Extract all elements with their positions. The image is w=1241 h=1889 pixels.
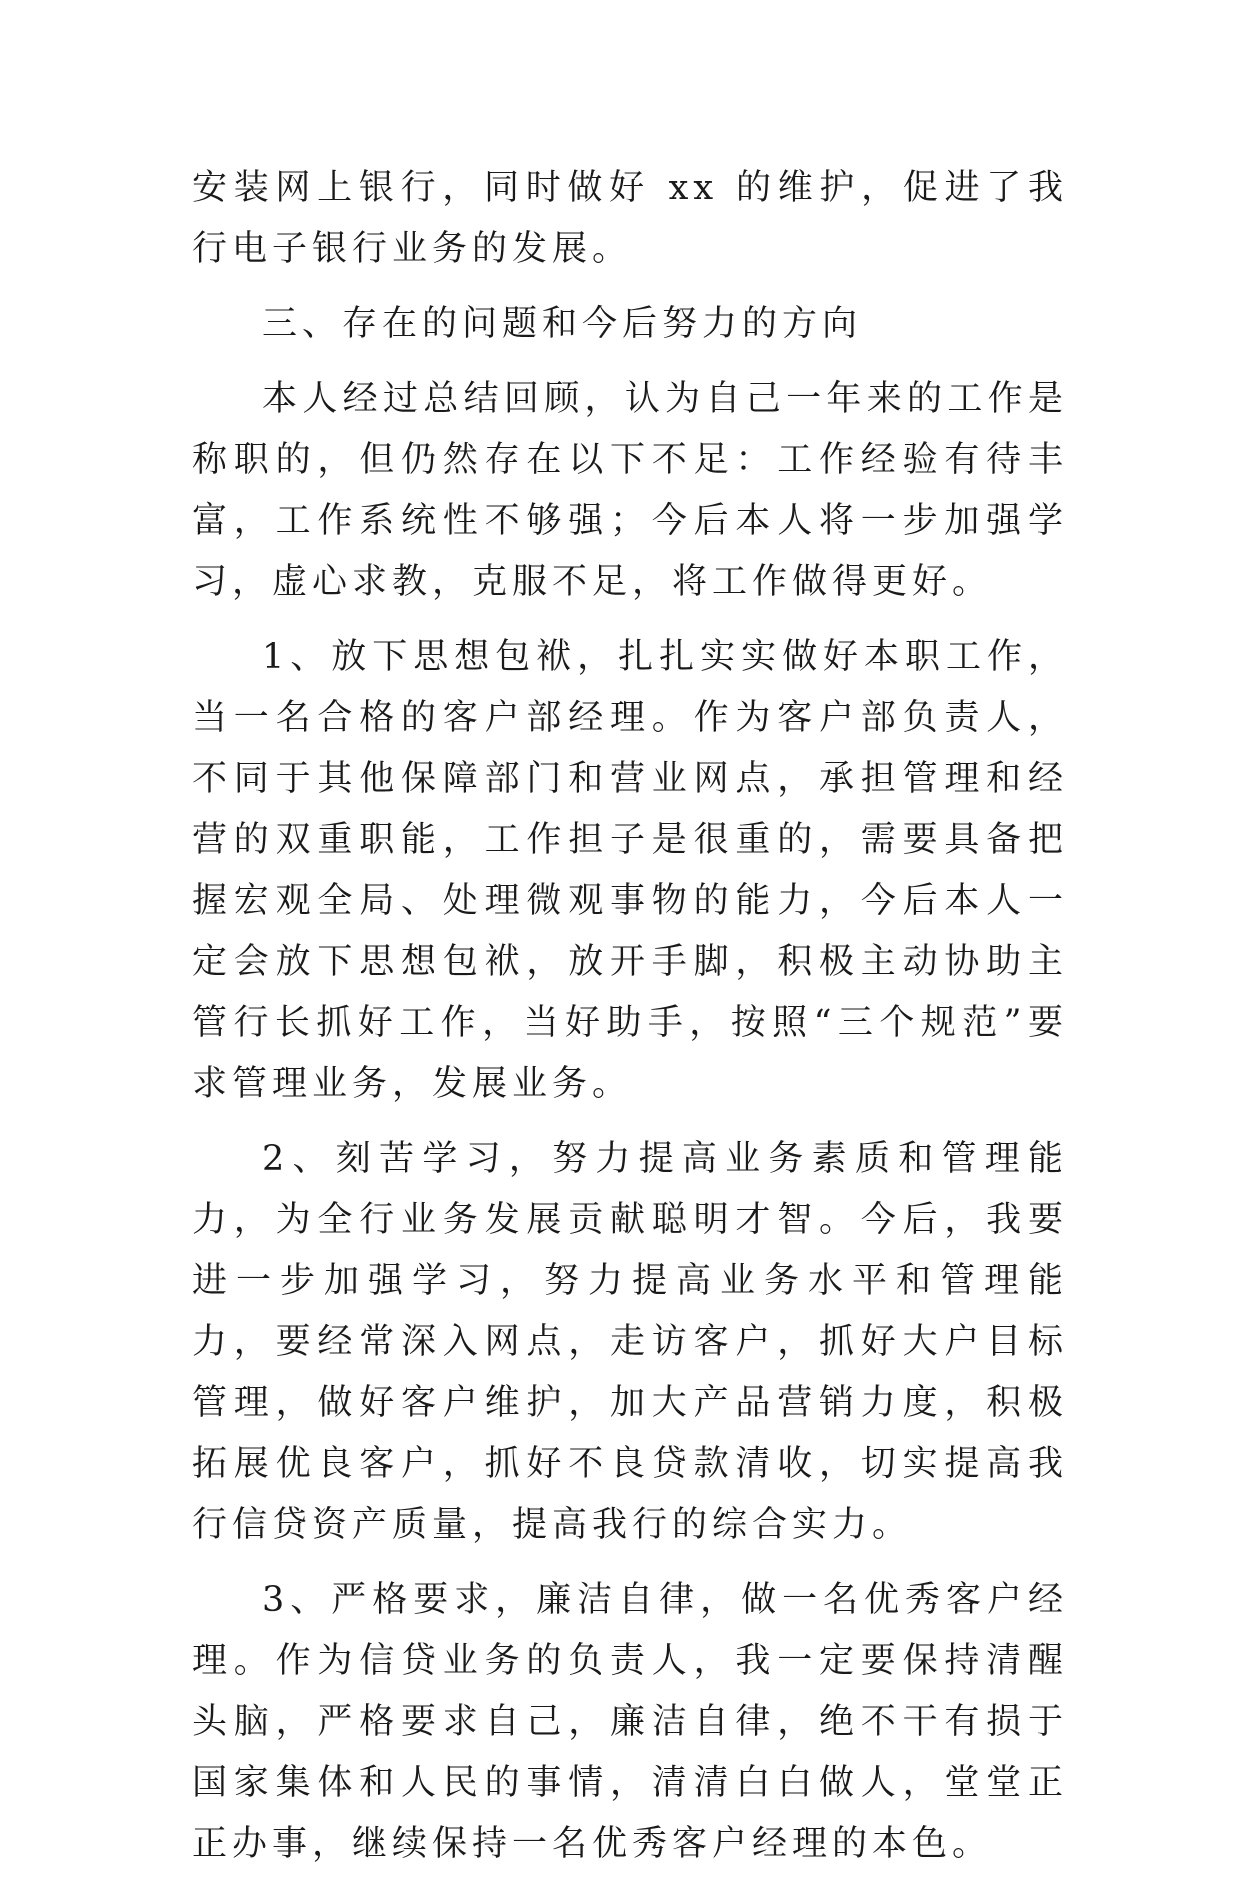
paragraph-item-1: 1、放下思想包袱，扎扎实实做好本职工作，当一名合格的客户部经理。作为客户部负责人，不同于其他保障部门和营业网点，承担管理和经营的双重职能，工作担子是很重的，需要具备把握宏观全局、处理微观事物的能力，今后本人一定会放下思想包袱，放开手脚，积极主动协助主管行长抓好工作，当好助手，按照“三个规范”要求管理业务，发展业务。 (192, 637, 1068, 1104)
paragraph-continuation: 安装网上银行，同时做好 xx 的维护，促进了我行电子银行业务的发展。 (192, 168, 1068, 269)
section-heading: 三、存在的问题和今后努力的方向 (262, 304, 863, 344)
paragraph-item-2: 2、刻苦学习，努力提高业务素质和管理能力，为全行业务发展贡献聪明才智。今后，我要进一步加强学习，努力提高业务水平和管理能力，要经常深入网点，走访客户，抓好大户目标管理，做好客户维护，加大产品营销力度，积极拓展优良客户，抓好不良贷款清收，切实提高我行信贷资产质量，提高我行的综合实力。 (192, 1139, 1068, 1545)
paragraph-item-3: 3、严格要求，廉洁自律，做一名优秀客户经理。作为信贷业务的负责人，我一定要保持清醒头脑，严格要求自己，廉洁自律，绝不干有损于国家集体和人民的事情，清清白白做人，堂堂正正办事，继续保持一名优秀客户经理的本色。 (192, 1580, 1068, 1864)
paragraph-summary: 本人经过总结回顾，认为自己一年来的工作是称职的，但仍然存在以下不足：工作经验有待丰富，工作系统性不够强；今后本人将一步加强学习，虚心求教，克服不足，将工作做得更好。 (192, 379, 1068, 602)
document-page (192, 158, 1068, 1889)
